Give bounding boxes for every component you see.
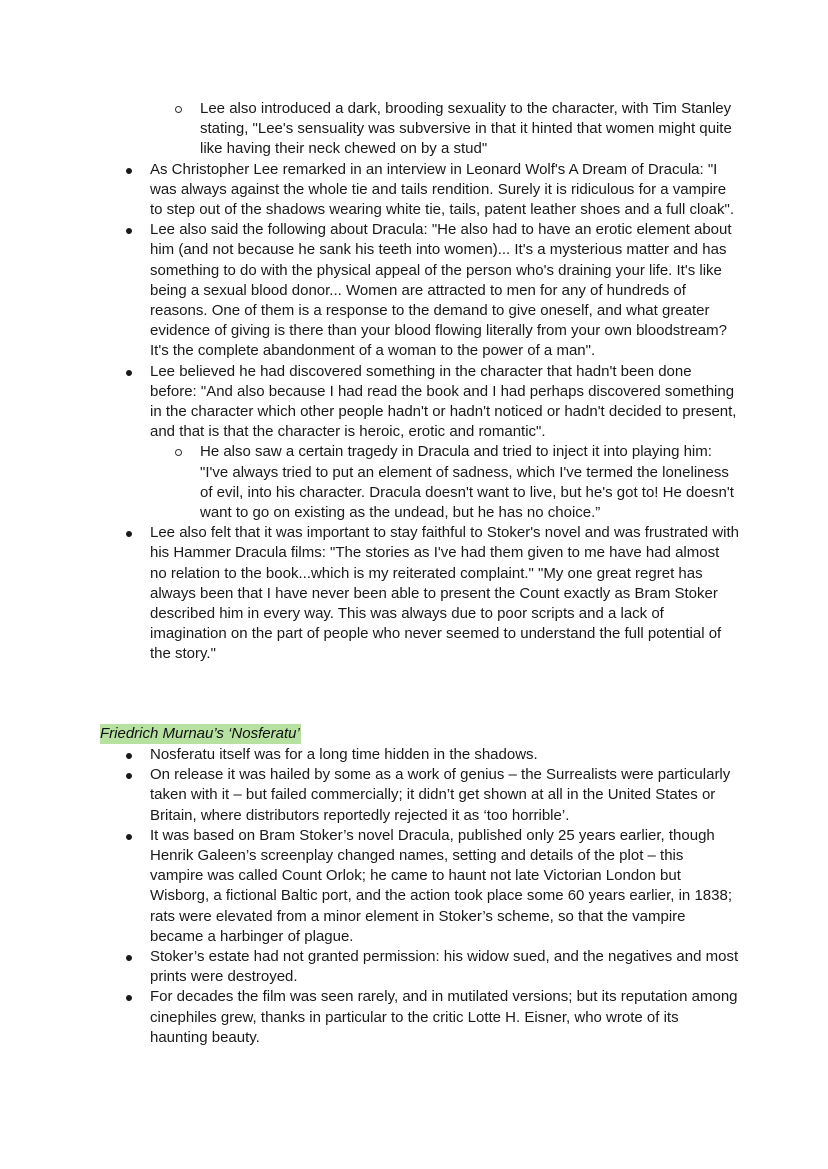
list-item-estate-lawsuit [100, 947, 740, 987]
list-item-text: Lee believed he had discovered something in the character that hadn't been done before: "And also because I had read the book and I had perhaps discovered something in the character which other people hadn't or hadn't noticed or hadn't decided to present, and that is that the character is heroic, erotic and romantic". [150, 362, 737, 441]
list-item-text: Lee also said the following about Dracula: "He also had to have an erotic element about him (and not because he sank his teeth into women)... It's a mysterious matter and has something to do with the physical appeal of the person who's draining your life. It's like being a sexual blood donor... Women are attracted to men for any of hundreds of reasons. One of them is a response to the demand to give oneself, and what greater evidence of giving is there than your blood flowing literally from your own bloodstream? It's the complete abandonment of a woman to the power of a man". [150, 221, 732, 360]
list-item-based-on-dracula [100, 826, 740, 947]
list-item-text: Lee also introduced a dark, brooding sexuality to the character, with Tim Stanley stating, "Lee's sensuality was subversive in that it hinted that women might quite like having their neck chewed on by a stud" [200, 100, 732, 158]
list-item-text: On release it was hailed by some as a work of genius – the Surrealists were particularly taken with it – but failed commercially; it didn’t get shown at all in the United States or Britain, where distributors reportedly rejected it as ‘too horrible’. [150, 766, 731, 824]
section-nosferatu [100, 745, 740, 1048]
list-item-text: It was based on Bram Stoker’s novel Dracula, published only 25 years earlier, though Henrik Galeen’s screenplay changed names, setting and details of the plot – this vampire was called Count Orlok; he came to haunt not late Victorian London but Wisborg, a fictional Baltic port, and the action took place some 60 years earlier, in 1838; rats were elevated from a minor element in Stoker’s scheme, so that the vampire became a harbinger of plague. [150, 826, 732, 945]
list-item-text: For decades the film was seen rarely, and in mutilated versions; but its reputation among cinephiles grew, thanks in particular to the critic Lotte H. Eisner, who wrote of its haunting beauty. [150, 988, 738, 1046]
list-item-discovered-character [100, 362, 740, 443]
list-item-hidden-in-shadows [100, 745, 740, 765]
list-item-text: Lee also felt that it was important to stay faithful to Stoker's novel and was frustrated with his Hammer Dracula films: "The stories as I've had them given to me have had almost no relation to the book...which is my reiterated complaint." "My one great regret has always been that I have never been able to present the Count exactly as Bram Stoker described him in every way. This was always due to poor scripts and a lack of imagination on the part of people who never seemed to understand the full potential of the story." [150, 524, 739, 663]
list-item-faithful-to-stoker [100, 523, 740, 664]
sub-list-item-sensuality [100, 99, 740, 160]
list-item-release-reception [100, 765, 740, 826]
list-item-text: As Christopher Lee remarked in an interview in Leonard Wolf's A Dream of Dracula: "I was always against the whole tie and tails rendition. Surely it is ridiculous for a vampire to step out of the shadows wearing white tie, tails, patent leather shoes and a full cloak". [150, 160, 735, 219]
list-item-erotic-element [100, 220, 740, 361]
list-item-text: Nosferatu itself was for a long time hidden in the shadows. [150, 746, 538, 763]
list-item-text: Stoker’s estate had not granted permission: his widow sued, and the negatives and most prints were destroyed. [150, 948, 739, 986]
list-item-text: He also saw a certain tragedy in Dracula and tried to inject it into playing him: "I've always tried to put an element of sadness, which I've termed the loneliness of evil, into his character. Dracula doesn't want to live, but he's got to! He doesn't want to go on existing as the undead, but he has no choice.” [200, 443, 734, 522]
bullet-list [100, 745, 740, 1048]
sub-list-item-tragedy [100, 442, 740, 523]
section-heading-nosferatu: Friedrich Murnau’s ‘Nosferatu’ [100, 725, 300, 742]
list-item-reputation [100, 987, 740, 1048]
bullet-list [100, 99, 740, 665]
list-item-tie-and-tails [100, 160, 740, 221]
section-christopher-lee [100, 99, 740, 665]
